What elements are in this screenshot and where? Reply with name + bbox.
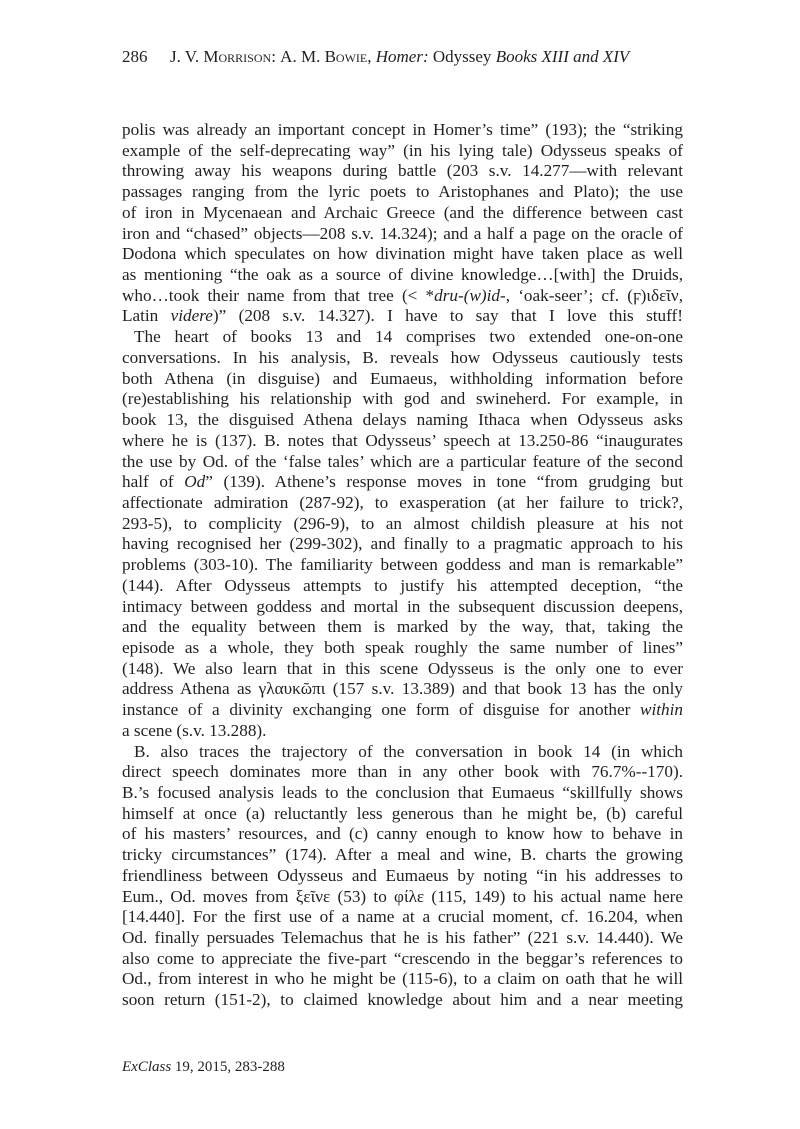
page-number: 286 (122, 47, 148, 66)
text-segment: instance of a divinity exchanging one form of disguise for another (122, 700, 641, 720)
text-line (122, 700, 683, 721)
journal-name: ExClass (122, 1059, 172, 1075)
text-line: Eum., Od. moves from ξεῖνε (53) to φίλε (115, 149) to his actual name here (122, 886, 683, 906)
text-segment: ” (139). Athene’s response moves in tone “from grudging but (205, 472, 683, 492)
text-line: episode as a whole, they both speak roughly the same number of lines” (122, 637, 683, 657)
paragraph (122, 327, 683, 741)
text-line: 293-5), to complicity (296-9), to an almost childish pleasure at his not (122, 513, 683, 533)
italic-text: within (640, 700, 683, 720)
text-line: conversations. In his analysis, B. reveals how Odysseus cautiously tests (122, 347, 683, 367)
text-line: problems (303-10). The familiarity between goddess and man is remarkable” (122, 555, 683, 575)
text-line: iron and “chased” objects—208 s.v. 14.324); and a half a page on the oracle of (122, 223, 683, 243)
running-header: 286 J. V. Morrison: A. M. Bowie, Homer: Odyssey Books XIII and XIV (122, 47, 630, 66)
book-author: A. M. Bowie (280, 47, 368, 66)
text-line: affectionate admiration (287-92), to exasperation (at her failure to trick?, (122, 492, 683, 512)
italic-text: Od (184, 472, 206, 492)
text-segment: )” (208 s.v. 14.327). I have to say that I love this stuff! (212, 306, 683, 326)
text-line: book 13, the disguised Athena delays naming Ithaca when Odysseus asks (122, 410, 683, 430)
text-line: polis was already an important concept in Homer’s time” (193); the “striking (122, 120, 683, 139)
paragraph (122, 742, 683, 1011)
text-line: Od. finally persuades Telemachus that he is his father” (221 s.v. 14.440). We (122, 928, 683, 948)
text-line: of his masters’ resources, and (c) canny enough to know how to behave in (122, 824, 683, 844)
text-line: tricky circumstances” (174). After a meal and wine, B. charts the growing (122, 845, 683, 865)
text-line (122, 286, 683, 307)
review-author: J. V. Morrison (170, 47, 272, 66)
text-line: intimacy between goddess and mortal in the subsequent discussion deepens, (122, 596, 683, 616)
book-title-books: Books XIII and XIV (495, 47, 630, 66)
text-line: the use by Od. of the ‘false tales’ which are a particular feature of the second (122, 451, 683, 471)
text-line (122, 306, 683, 327)
text-line: B.’s focused analysis leads to the conclusion that Eumaeus “skillfully shows (122, 783, 683, 802)
text-line: passages ranging from the lyric poets to Aristophanes and Plato); the use (122, 182, 683, 202)
text-line (122, 472, 683, 493)
text-line: B. also traces the trajectory of the conversation in book 14 (in which (134, 741, 683, 761)
text-segment: half of (122, 472, 185, 492)
body-text (122, 120, 683, 1011)
text-line: of iron in Mycenaean and Archaic Greece (and the difference between cast (122, 202, 683, 222)
text-line: direct speech dominates more than in any other book with 76.7%--170). (122, 762, 683, 782)
text-line: both Athena (in disguise) and Eumaeus, withholding information before (122, 368, 683, 388)
text-line: a scene (s.v. 13.288). (122, 720, 267, 740)
page-footer (122, 1059, 285, 1076)
text-line: Dodona which speculates on how divination might have taken place as well (122, 244, 683, 264)
text-line: soon return (151-2), to claimed knowledge about him and a near meeting (122, 990, 683, 1010)
text-line: address Athena as γλαυκῶπι (157 s.v. 13.389) and that book 13 has the only (122, 679, 683, 699)
text-line: The heart of books 13 and 14 comprises two extended one-on-one (134, 327, 683, 347)
italic-text: videre (170, 306, 213, 326)
text-line: also come to appreciate the five-part “crescendo in the beggar’s references to (122, 948, 683, 968)
italic-text: dru-(w)id- (434, 285, 506, 305)
text-line: throwing away his weapons during battle (203 s.v. 14.277—with relevant (122, 161, 683, 181)
text-line: (144). After Odysseus attempts to justify his attempted deception, “the (122, 575, 683, 595)
text-line: example of the self-deprecating way” (in his lying tale) Odysseus speaks of (122, 140, 683, 160)
text-line: and the equality between them is marked by the way, that, taking the (122, 617, 683, 637)
text-line: as mentioning “the oak as a source of divine knowledge…[with] the Druids, (122, 265, 683, 285)
text-line: where he is (137). B. notes that Odysseus’ speech at 13.250-86 “inaugurates (122, 430, 683, 450)
paragraph (122, 120, 683, 327)
text-segment: Latin (122, 306, 171, 326)
text-line: [14.440]. For the first use of a name at a crucial moment, cf. 16.204, when (122, 907, 683, 927)
text-segment: , ‘oak-seer’; cf. (ϝ)ιδεῖν, (505, 285, 683, 305)
text-line: himself at once (a) reluctantly less generous than he might be, (b) careful (122, 803, 683, 823)
text-line: (148). We also learn that in this scene Odysseus is the only one to ever (122, 658, 683, 678)
journal-citation: 19, 2015, 283-288 (171, 1059, 285, 1075)
text-line: having recognised her (299-302), and finally to a pragmatic approach to his (122, 534, 683, 554)
text-line: Od., from interest in who he might be (115-6), to a claim on oath that he will (122, 969, 683, 989)
text-line: friendliness between Odysseus and Eumaeus by noting “in his addresses to (122, 865, 683, 885)
book-title-odyssey: Odyssey (432, 47, 492, 66)
text-line: (re)establishing his relationship with god and swineherd. For example, in (122, 389, 683, 409)
book-title-homer: Homer: (375, 47, 429, 66)
text-segment: who…took their name from that tree (< * (122, 285, 435, 305)
